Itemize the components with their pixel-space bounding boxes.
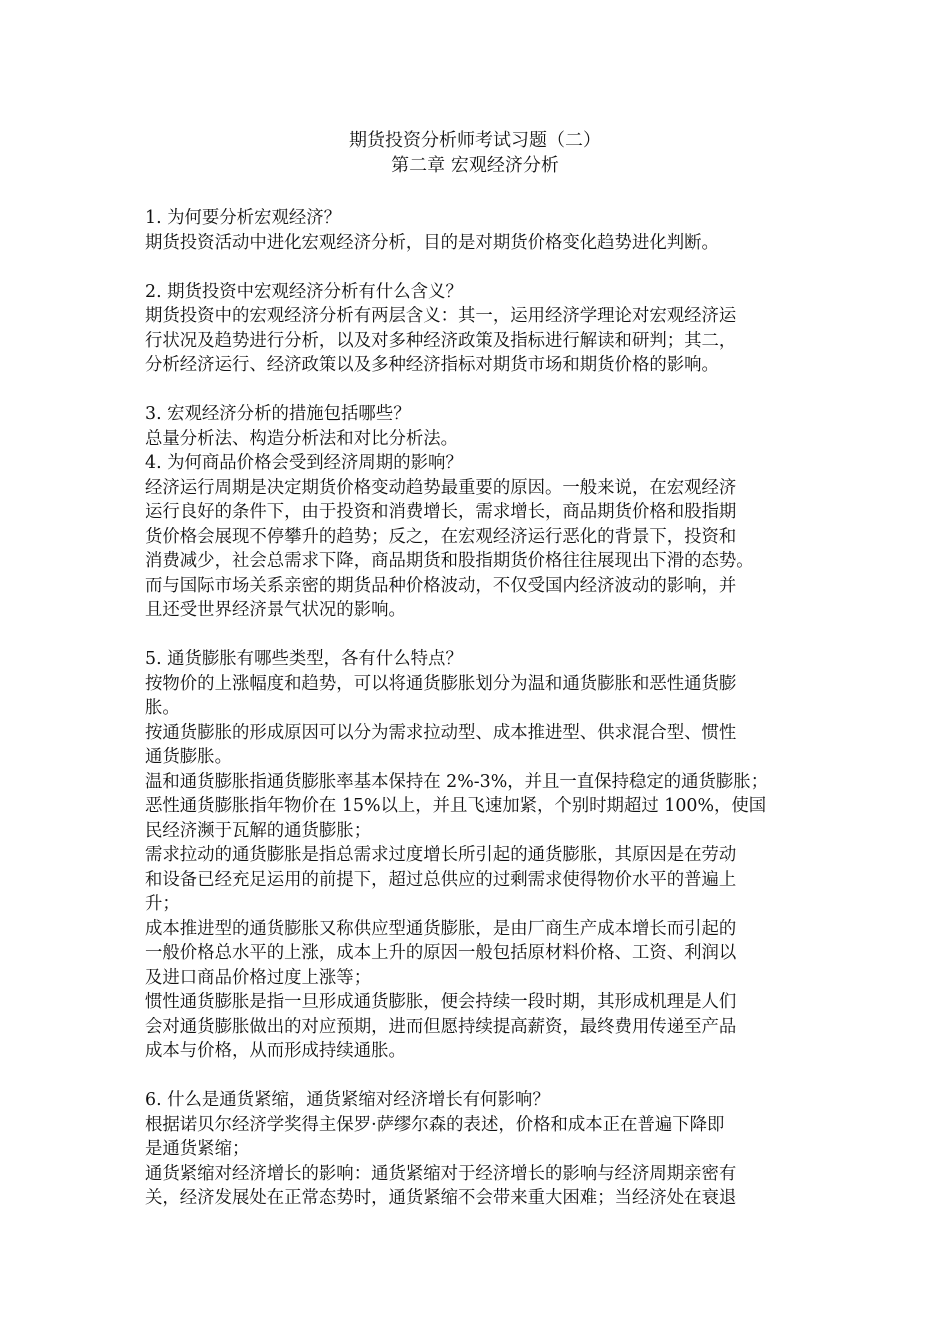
body-line: 惯性通货膨胀是指一旦形成通货膨胀，便会持续一段时期，其形成机理是人们 xyxy=(145,992,737,1012)
body-line: 升； xyxy=(145,894,180,914)
document-title: 期货投资分析师考试习题（二） xyxy=(349,130,601,151)
body-line: 根据诺贝尔经济学奖得主保罗·萨缪尔森的表述，价格和成本正在普遍下降即 xyxy=(145,1114,725,1135)
body-line: 消费减少，社会总需求下降，商品期货和股指期货价格往往展现出下滑的态势。 xyxy=(145,551,754,571)
body-line: 是通货紧缩； xyxy=(145,1139,250,1159)
body-line: 恶性通货膨胀指年物价在 15%以上，并且飞速加紧，个别时期超过 100%，使国 xyxy=(145,796,767,816)
body-line: 经济运行周期是决定期货价格变动趋势最重要的原因。一般来说，在宏观经济 xyxy=(145,477,737,498)
body-line: 成本与价格，从而形成持续通胀。 xyxy=(145,1041,406,1061)
document-body xyxy=(145,206,825,1211)
body-line: 而与国际市场关系亲密的期货品种价格波动，不仅受国内经济波动的影响，并 xyxy=(145,575,737,596)
document-header xyxy=(0,128,950,178)
body-line: 3. 宏观经济分析的措施包括哪些？ xyxy=(145,404,411,424)
blank-line xyxy=(145,378,825,403)
body-line: 运行良好的条件下，由于投资和消费增长，需求增长，商品期货价格和股指期 xyxy=(145,502,737,522)
body-line: 成本推进型的通货膨胀又称供应型通货膨胀，是由厂商生产成本增长而引起的 xyxy=(145,918,737,939)
body-line: 通货紧缩对经济增长的影响：通货紧缩对于经济增长的影响与经济周期亲密有 xyxy=(145,1163,737,1184)
body-line: 民经济濒于瓦解的通货膨胀； xyxy=(145,820,372,841)
body-line: 分析经济运行、经济政策以及多种经济指标对期货市场和期货价格的影响。 xyxy=(145,355,719,375)
body-line: 期货投资活动中进化宏观经济分析，目的是对期货价格变化趋势进化判断。 xyxy=(145,232,719,253)
body-line: 货价格会展现不停攀升的趋势；反之，在宏观经济运行恶化的背景下，投资和 xyxy=(145,526,737,547)
blank-line xyxy=(145,255,825,280)
body-line: 且还受世界经济景气状况的影响。 xyxy=(145,600,406,620)
chapter-title: 第二章 宏观经济分析 xyxy=(391,155,559,176)
body-line: 会对通货膨胀做出的对应预期，进而但愿持续提高薪资，最终费用传递至产品 xyxy=(145,1016,737,1037)
body-line: 和设备已经充足运用的前提下，超过总供应的过剩需求使得物价水平的普遍上 xyxy=(145,869,737,890)
body-line: 及进口商品价格过度上涨等； xyxy=(145,967,372,988)
body-line: 需求拉动的通货膨胀是指总需求过度增长所引起的通货膨胀，其原因是在劳动 xyxy=(145,845,737,865)
body-line: 行状况及趋势进行分析，以及对多种经济政策及指标进行解读和研判；其二， xyxy=(145,330,737,351)
body-line: 期货投资中的宏观经济分析有两层含义：其一，运用经济学理论对宏观经济运 xyxy=(145,306,737,326)
body-line: 4. 为何商品价格会受到经济周期的影响？ xyxy=(145,453,463,473)
body-line: 6. 什么是通货紧缩，通货紧缩对经济增长有何影响？ xyxy=(145,1090,550,1110)
body-line: 一般价格总水平的上涨，成本上升的原因一般包括原材料价格、工资、利润以 xyxy=(145,943,737,963)
body-line: 2. 期货投资中宏观经济分析有什么含义？ xyxy=(145,281,463,302)
blank-line xyxy=(145,623,825,648)
body-line: 胀。 xyxy=(145,698,180,718)
body-line: 温和通货膨胀指通货膨胀率基本保持在 2%-3%，并且一直保持稳定的通货膨胀； xyxy=(145,771,769,792)
body-line: 按物价的上涨幅度和趋势，可以将通货膨胀划分为温和通货膨胀和恶性通货膨 xyxy=(145,673,737,694)
body-line: 1. 为何要分析宏观经济？ xyxy=(145,208,342,228)
body-line: 5. 通货膨胀有哪些类型，各有什么特点？ xyxy=(145,649,463,669)
body-line: 按通货膨胀的形成原因可以分为需求拉动型、成本推进型、供求混合型、惯性 xyxy=(145,722,737,743)
body-line: 关，经济发展处在正常态势时，通货紧缩不会带来重大困难；当经济处在衰退 xyxy=(145,1188,737,1208)
body-line: 总量分析法、构造分析法和对比分析法。 xyxy=(145,428,459,449)
body-line: 通货膨胀。 xyxy=(145,747,232,767)
blank-line xyxy=(145,1064,825,1089)
